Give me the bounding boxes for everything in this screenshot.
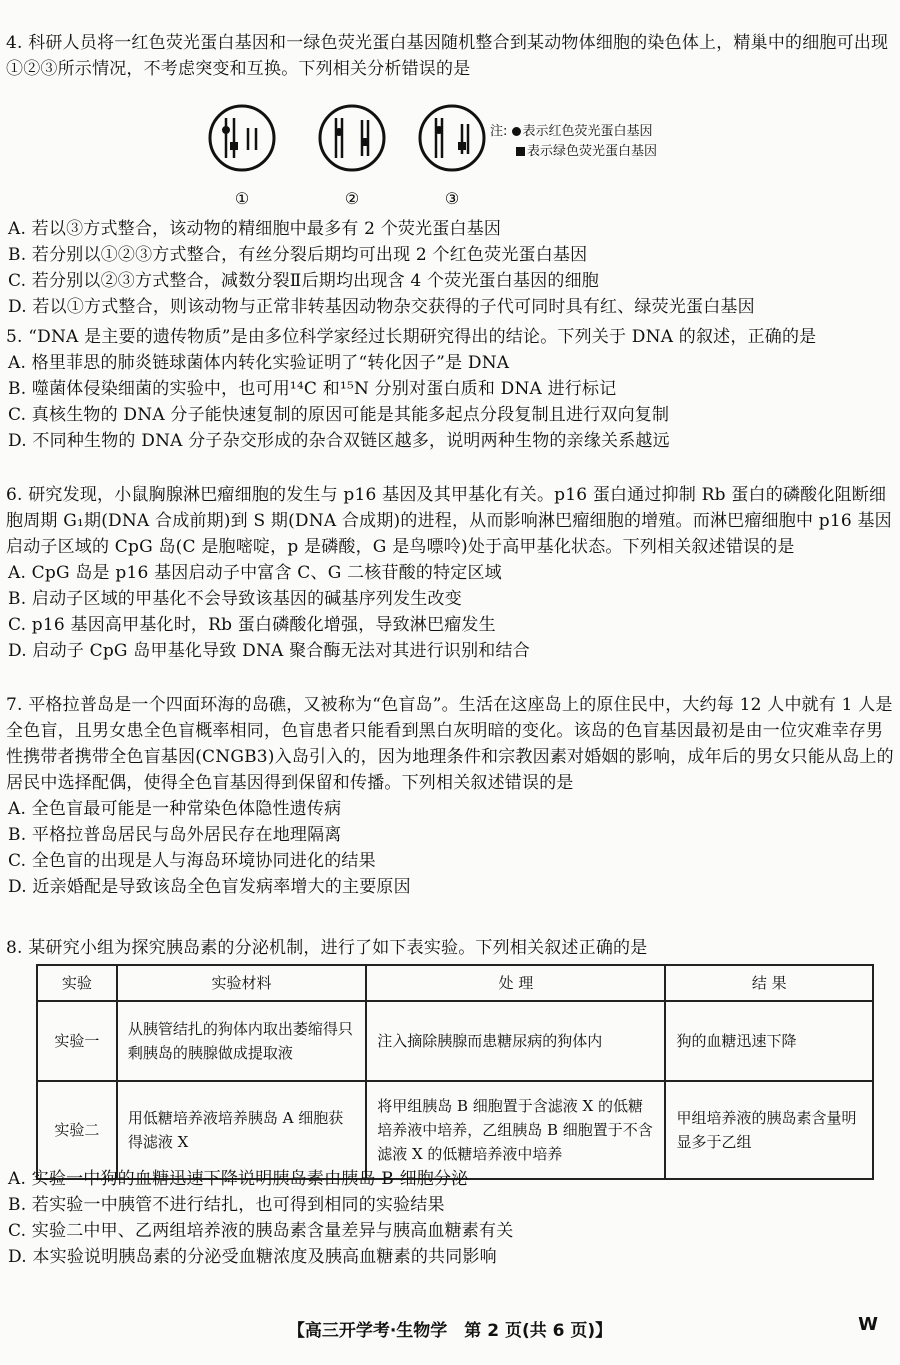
q8-option-b[interactable]: B. 若实验一中胰管不进行结扎，也可得到相同的实验结果 [8,1195,445,1215]
q7-option-d[interactable]: D. 近亲婚配是导致该岛全色盲发病率增大的主要原因 [8,877,411,897]
red-gene-marker [435,126,443,134]
cell-3 [420,106,484,170]
table-cell: 用低糖培养液培养胰岛 A 细胞获得滤液 X [117,1081,366,1179]
green-gene-marker [458,142,466,150]
cell-3-label: ③ [444,189,460,208]
question-7-stem: 7. 平格拉普岛是一个四面环海的岛礁，又被称为“色盲岛”。生活在这座岛上的原住民中，大约每 12 人中就有 1 人是全色盲，且男女患全色盲概率相同，色盲患者只能看到黑白灰明暗的变化。该岛的色盲基因最初是由一位灾难幸存男性携带者携带全色盲基因(CNGB3)入岛引入的，因为地理条件和宗教因素对婚姻的影响，成年后的男女只能从岛上的居民中选择配偶，使得全色盲基因得到保留和传播。下列相关叙述错误的是 [6,695,894,793]
table-cell: 狗的血糖迅速下降 [665,1001,873,1081]
header-treatment: 处 理 [366,965,665,1001]
cell-2-label: ② [344,189,360,208]
q7-option-c[interactable]: C. 全色盲的出现是人与海岛环境协同进化的结果 [8,851,376,871]
q6-option-b[interactable]: B. 启动子区域的甲基化不会导致该基因的碱基序列发生改变 [8,589,462,609]
red-circle-icon [512,127,521,136]
question-6 [6,482,894,664]
table-row [37,1081,873,1179]
header-experiment: 实验 [37,965,117,1001]
table-cell: 从胰管结扎的狗体内取出萎缩得只剩胰岛的胰腺做成提取液 [117,1001,366,1081]
chromosome-figure [190,100,750,210]
question-8-stem: 8. 某研究小组为探究胰岛素的分泌机制，进行了如下表实验。下列相关叙述正确的是 [6,938,648,958]
q4-option-c[interactable]: C. 若分别以②③方式整合，减数分裂Ⅱ后期均出现含 4 个荧光蛋白基因的细胞 [8,271,599,291]
question-8 [6,935,894,961]
question-4-stem: 4. 科研人员将一红色荧光蛋白基因和一绿色荧光蛋白基因随机整合到某动物体细胞的染色体上，精巢中的细胞可出现①②③所示情况，不考虑突变和互换。下列相关分析错误的是 [6,33,889,79]
table-row [37,1001,873,1081]
question-6-stem: 6. 研究发现，小鼠胸腺淋巴瘤细胞的发生与 p16 基因及其甲基化有关。p16 蛋白通过抑制 Rb 蛋白的磷酸化阻断细胞周期 G₁期(DNA 合成前期)到 S 期(DNA 合成期)的进程，从而影响淋巴瘤细胞的增殖。而淋巴瘤细胞中 p16 基因启动子区域的 CpG 岛(C 是胞嘧啶，p 是磷酸，G 是鸟嘌呤)处于高甲基化状态。下列相关叙述错误的是 [6,485,892,557]
q5-option-b[interactable]: B. 噬菌体侵染细菌的实验中，也可用¹⁴C 和¹⁵N 分别对蛋白质和 DNA 进行标记 [8,379,617,399]
q8-option-c[interactable]: C. 实验二中甲、乙两组培养液的胰岛素含量差异与胰高血糖素有关 [8,1221,514,1241]
green-gene-marker [230,142,238,150]
cell-2 [320,106,384,170]
q4-option-a[interactable]: A. 若以③方式整合，该动物的精细胞中最多有 2 个荧光蛋白基因 [8,219,502,239]
chromosome-diagram [190,100,750,210]
legend-row-red [490,122,657,142]
question-5-stem: 5. “DNA 是主要的遗传物质”是由多位科学家经过长期研究得出的结论。下列关于 DNA 的叙述，正确的是 [6,327,817,347]
green-gene-marker [361,138,369,146]
corner-mark: W [858,1314,878,1335]
cell-1-label: ① [234,189,250,208]
figure-legend [490,122,657,162]
table-header-row [37,965,873,1001]
page-footer: 【高三开学考·生物学 第 2 页(共 6 页)】 [287,1321,613,1341]
table-cell: 将甲组胰岛 B 细胞置于含滤液 X 的低糖培养液中培养，乙组胰岛 B 细胞置于不含滤液 X 的低糖培养液中培养 [366,1081,665,1179]
header-material: 实验材料 [117,965,366,1001]
q6-option-c[interactable]: C. p16 基因高甲基化时，Rb 蛋白磷酸化增强，导致淋巴瘤发生 [8,615,496,635]
legend-row-green [490,142,657,162]
table-cell: 实验二 [37,1081,117,1179]
legend-red-text: 表示红色荧光蛋白基因 [522,124,653,139]
question-4-options [6,216,894,320]
question-4 [6,30,894,82]
q7-option-b[interactable]: B. 平格拉普岛居民与岛外居民存在地理隔离 [8,825,342,845]
legend-green-text: 表示绿色荧光蛋白基因 [527,144,658,159]
question-7 [6,692,894,900]
red-gene-marker [222,126,230,134]
q8-option-a[interactable]: A. 实验一中狗的血糖迅速下降说明胰岛素由胰岛 B 细胞分泌 [8,1169,469,1189]
header-result: 结 果 [665,965,873,1001]
q4-option-d[interactable]: D. 若以①方式整合，则该动物与正常非转基因动物杂交获得的子代可同时具有红、绿荧光蛋白基因 [8,297,755,317]
q5-option-a[interactable]: A. 格里菲思的肺炎链球菌体内转化实验证明了“转化因子”是 DNA [8,353,510,373]
q4-option-b[interactable]: B. 若分别以①②③方式整合，有丝分裂后期均可出现 2 个红色荧光蛋白基因 [8,245,588,265]
table-cell: 甲组培养液的胰岛素含量明显多于乙组 [665,1081,873,1179]
q5-option-d[interactable]: D. 不同种生物的 DNA 分子杂交形成的杂合双链区越多，说明两种生物的亲缘关系越远 [8,431,670,451]
q7-option-a[interactable]: A. 全色盲最可能是一种常染色体隐性遗传病 [8,799,342,819]
table-cell: 实验一 [37,1001,117,1081]
legend-title: 注: [490,124,508,139]
question-8-options [6,1166,894,1270]
experiment-table [36,964,874,1180]
green-square-icon [516,147,525,156]
question-5 [6,324,894,454]
table-cell: 注入摘除胰腺而患糖尿病的狗体内 [366,1001,665,1081]
q5-option-c[interactable]: C. 真核生物的 DNA 分子能快速复制的原因可能是其能多起点分段复制且进行双向复制 [8,405,670,425]
q8-option-d[interactable]: D. 本实验说明胰岛素的分泌受血糖浓度及胰高血糖素的共同影响 [8,1247,497,1267]
red-gene-marker [335,128,343,136]
q6-option-d[interactable]: D. 启动子 CpG 岛甲基化导致 DNA 聚合酶无法对其进行识别和结合 [8,641,530,661]
cell-1 [210,106,274,170]
q6-option-a[interactable]: A. CpG 岛是 p16 基因启动子中富含 C、G 二核苷酸的特定区域 [8,563,502,583]
